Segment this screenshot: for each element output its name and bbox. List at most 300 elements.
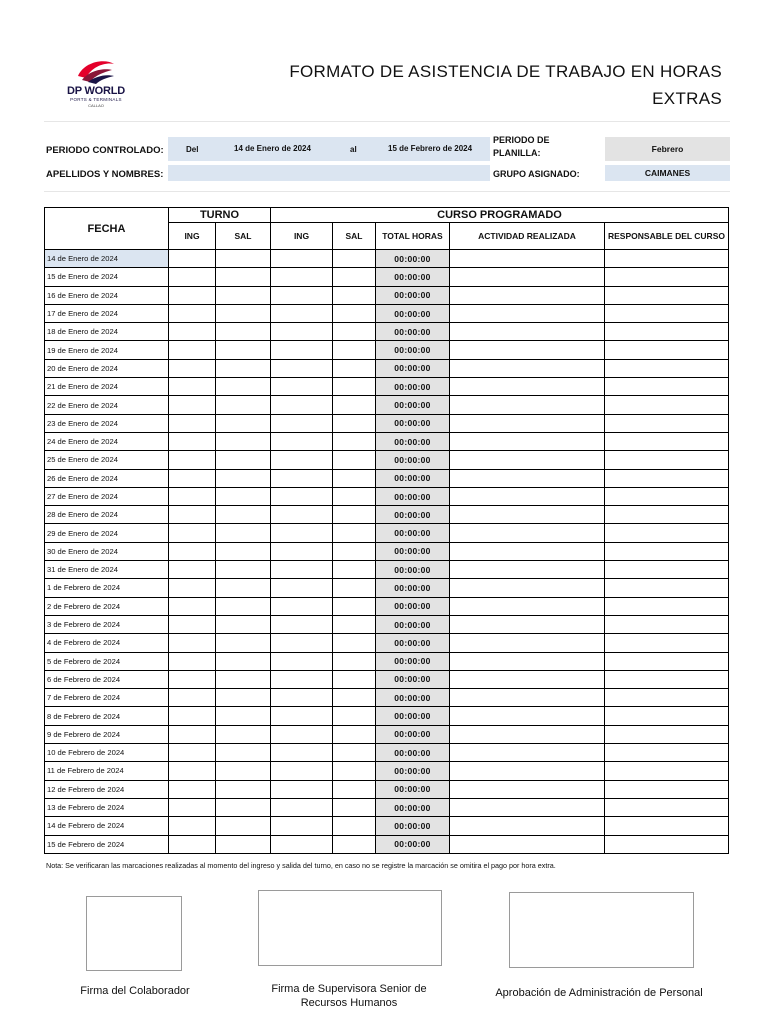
- responsable-curso-cell[interactable]: [605, 817, 729, 835]
- curso-sal-cell[interactable]: [333, 487, 376, 505]
- total-horas-cell: 00:00:00: [376, 634, 450, 652]
- turno-ing-cell[interactable]: [169, 597, 216, 615]
- turno-sal-cell[interactable]: [216, 487, 271, 505]
- responsable-curso-cell[interactable]: [605, 542, 729, 560]
- curso-ing-cell[interactable]: [271, 469, 333, 487]
- curso-ing-cell[interactable]: [271, 615, 333, 633]
- turno-ing-cell[interactable]: [169, 414, 216, 432]
- turno-sal-cell[interactable]: [216, 670, 271, 688]
- curso-sal-cell[interactable]: [333, 286, 376, 304]
- responsable-curso-cell[interactable]: [605, 835, 729, 853]
- actividad-realizada-cell[interactable]: [450, 725, 605, 743]
- turno-ing-cell[interactable]: [169, 396, 216, 414]
- turno-sal-cell[interactable]: [216, 780, 271, 798]
- turno-sal-cell[interactable]: [216, 634, 271, 652]
- responsable-curso-cell[interactable]: [605, 597, 729, 615]
- document-title: [200, 58, 722, 112]
- responsable-curso-cell[interactable]: [605, 432, 729, 450]
- al-label: al: [350, 145, 357, 154]
- curso-sal-cell[interactable]: [333, 634, 376, 652]
- turno-ing-cell[interactable]: [169, 670, 216, 688]
- responsable-curso-cell[interactable]: [605, 561, 729, 579]
- turno-sal-cell[interactable]: [216, 707, 271, 725]
- responsable-curso-cell[interactable]: [605, 250, 729, 268]
- curso-ing-cell[interactable]: [271, 378, 333, 396]
- curso-sal-cell[interactable]: [333, 323, 376, 341]
- fecha-cell: 23 de Enero de 2024: [45, 414, 169, 432]
- responsable-curso-cell[interactable]: [605, 469, 729, 487]
- apellidos-nombres-field[interactable]: [168, 165, 490, 181]
- actividad-realizada-cell[interactable]: [450, 432, 605, 450]
- fecha-cell: 31 de Enero de 2024: [45, 561, 169, 579]
- actividad-realizada-cell[interactable]: [450, 780, 605, 798]
- total-horas-cell: 00:00:00: [376, 817, 450, 835]
- curso-ing-cell[interactable]: [271, 359, 333, 377]
- turno-sal-cell[interactable]: [216, 615, 271, 633]
- curso-ing-cell[interactable]: [271, 542, 333, 560]
- turno-sal-cell[interactable]: [216, 835, 271, 853]
- curso-sal-cell[interactable]: [333, 762, 376, 780]
- responsable-curso-cell[interactable]: [605, 323, 729, 341]
- al-value: 15 de Febrero de 2024: [388, 144, 473, 153]
- total-horas-cell: 00:00:00: [376, 414, 450, 432]
- total-horas-cell: 00:00:00: [376, 561, 450, 579]
- curso-sal-cell[interactable]: [333, 835, 376, 853]
- curso-sal-cell[interactable]: [333, 304, 376, 322]
- fecha-cell: 19 de Enero de 2024: [45, 341, 169, 359]
- actividad-realizada-cell[interactable]: [450, 652, 605, 670]
- curso-ing-cell[interactable]: [271, 744, 333, 762]
- total-horas-cell: 00:00:00: [376, 615, 450, 633]
- del-label: Del: [186, 145, 199, 154]
- table-row: [45, 451, 729, 469]
- actividad-realizada-cell[interactable]: [450, 707, 605, 725]
- curso-ing-cell[interactable]: [271, 670, 333, 688]
- turno-ing-cell[interactable]: [169, 268, 216, 286]
- table-row: [45, 744, 729, 762]
- fecha-cell: 6 de Febrero de 2024: [45, 670, 169, 688]
- curso-ing-cell[interactable]: [271, 634, 333, 652]
- curso-sal-cell[interactable]: [333, 524, 376, 542]
- curso-sal-cell[interactable]: [333, 432, 376, 450]
- responsable-curso-cell[interactable]: [605, 725, 729, 743]
- turno-ing-cell[interactable]: [169, 432, 216, 450]
- turno-sal-cell[interactable]: [216, 304, 271, 322]
- total-horas-header: TOTAL HORAS: [376, 223, 450, 250]
- turno-ing-cell[interactable]: [169, 634, 216, 652]
- table-row: [45, 542, 729, 560]
- table-row: [45, 689, 729, 707]
- curso-programado-header: CURSO PROGRAMADO: [271, 208, 729, 223]
- turno-sal-cell[interactable]: [216, 432, 271, 450]
- fecha-cell: 14 de Febrero de 2024: [45, 817, 169, 835]
- curso-sal-cell[interactable]: [333, 615, 376, 633]
- turno-sal-cell[interactable]: [216, 652, 271, 670]
- total-horas-cell: 00:00:00: [376, 725, 450, 743]
- table-row: [45, 487, 729, 505]
- curso-ing-cell[interactable]: [271, 817, 333, 835]
- turno-ing-cell[interactable]: [169, 615, 216, 633]
- curso-ing-cell[interactable]: [271, 579, 333, 597]
- fecha-cell: 25 de Enero de 2024: [45, 451, 169, 469]
- fecha-cell: 7 de Febrero de 2024: [45, 689, 169, 707]
- responsable-curso-cell[interactable]: [605, 780, 729, 798]
- curso-sal-cell[interactable]: [333, 359, 376, 377]
- turno-sal-cell[interactable]: [216, 542, 271, 560]
- total-horas-cell: 00:00:00: [376, 689, 450, 707]
- curso-ing-header: ING: [271, 223, 333, 250]
- curso-sal-cell[interactable]: [333, 652, 376, 670]
- actividad-realizada-cell[interactable]: [450, 487, 605, 505]
- company-logo: [56, 56, 136, 116]
- grupo-asignado-label: GRUPO ASIGNADO:: [493, 169, 580, 179]
- curso-ing-cell[interactable]: [271, 597, 333, 615]
- curso-sal-cell[interactable]: [333, 744, 376, 762]
- table-row: [45, 506, 729, 524]
- curso-sal-cell[interactable]: [333, 451, 376, 469]
- turno-sal-cell[interactable]: [216, 469, 271, 487]
- table-row: [45, 414, 729, 432]
- total-horas-cell: 00:00:00: [376, 378, 450, 396]
- responsable-curso-cell[interactable]: [605, 579, 729, 597]
- responsable-curso-cell[interactable]: [605, 744, 729, 762]
- fecha-cell: 24 de Enero de 2024: [45, 432, 169, 450]
- turno-ing-cell[interactable]: [169, 487, 216, 505]
- fecha-cell: 21 de Enero de 2024: [45, 378, 169, 396]
- turno-ing-cell[interactable]: [169, 524, 216, 542]
- curso-ing-cell[interactable]: [271, 432, 333, 450]
- turno-sal-cell[interactable]: [216, 579, 271, 597]
- fecha-cell: 18 de Enero de 2024: [45, 323, 169, 341]
- actividad-realizada-cell[interactable]: [450, 359, 605, 377]
- signature-box-administracion[interactable]: [509, 892, 694, 968]
- actividad-realizada-cell[interactable]: [450, 506, 605, 524]
- curso-sal-cell[interactable]: [333, 689, 376, 707]
- responsable-curso-cell[interactable]: [605, 268, 729, 286]
- turno-sal-cell[interactable]: [216, 597, 271, 615]
- logo-name: DP WORLD: [66, 85, 126, 97]
- responsable-curso-cell[interactable]: [605, 359, 729, 377]
- turno-sal-cell[interactable]: [216, 414, 271, 432]
- table-row: [45, 323, 729, 341]
- actividad-realizada-cell[interactable]: [450, 304, 605, 322]
- signature-label-supervisora-line-2: Recursos Humanos: [300, 997, 398, 1006]
- turno-ing-cell[interactable]: [169, 652, 216, 670]
- curso-ing-cell[interactable]: [271, 524, 333, 542]
- table-row: [45, 469, 729, 487]
- turno-ing-cell[interactable]: [169, 323, 216, 341]
- turno-sal-cell[interactable]: [216, 524, 271, 542]
- table-row: [45, 597, 729, 615]
- fecha-cell: 14 de Enero de 2024: [45, 250, 169, 268]
- table-row: [45, 432, 729, 450]
- curso-sal-cell[interactable]: [333, 378, 376, 396]
- turno-sal-cell[interactable]: [216, 250, 271, 268]
- header-divider: [44, 191, 730, 192]
- fecha-cell: 4 de Febrero de 2024: [45, 634, 169, 652]
- turno-sal-cell[interactable]: [216, 798, 271, 816]
- actividad-realizada-cell[interactable]: [450, 689, 605, 707]
- grupo-asignado-value[interactable]: CAIMANES: [605, 165, 730, 181]
- actividad-realizada-cell[interactable]: [450, 615, 605, 633]
- table-row: [45, 634, 729, 652]
- total-horas-cell: 00:00:00: [376, 744, 450, 762]
- turno-sal-cell[interactable]: [216, 689, 271, 707]
- responsable-curso-cell[interactable]: [605, 378, 729, 396]
- curso-sal-cell[interactable]: [333, 798, 376, 816]
- actividad-realizada-cell[interactable]: [450, 561, 605, 579]
- table-row: [45, 341, 729, 359]
- turno-sal-cell[interactable]: [216, 744, 271, 762]
- actividad-realizada-cell[interactable]: [450, 670, 605, 688]
- total-horas-cell: 00:00:00: [376, 524, 450, 542]
- actividad-realizada-cell[interactable]: [450, 579, 605, 597]
- actividad-realizada-cell[interactable]: [450, 634, 605, 652]
- turno-ing-cell[interactable]: [169, 286, 216, 304]
- apellidos-nombres-label: APELLIDOS Y NOMBRES:: [46, 169, 164, 180]
- turno-sal-cell[interactable]: [216, 725, 271, 743]
- total-horas-cell: 00:00:00: [376, 762, 450, 780]
- logo-city: CALLAO: [88, 103, 104, 108]
- periodo-planilla-value[interactable]: Febrero: [605, 137, 730, 161]
- dp-world-swirl-icon: [74, 56, 118, 84]
- curso-ing-cell[interactable]: [271, 652, 333, 670]
- logo-subtitle: PORTS & TERMINALS: [70, 97, 122, 102]
- responsable-curso-cell[interactable]: [605, 798, 729, 816]
- table-row: [45, 250, 729, 268]
- turno-sal-cell[interactable]: [216, 506, 271, 524]
- total-horas-cell: 00:00:00: [376, 341, 450, 359]
- curso-sal-cell[interactable]: [333, 506, 376, 524]
- total-horas-cell: 00:00:00: [376, 286, 450, 304]
- responsable-curso-cell[interactable]: [605, 689, 729, 707]
- curso-ing-cell[interactable]: [271, 451, 333, 469]
- fecha-cell: 12 de Febrero de 2024: [45, 780, 169, 798]
- turno-ing-cell[interactable]: [169, 542, 216, 560]
- total-horas-cell: 00:00:00: [376, 323, 450, 341]
- curso-ing-cell[interactable]: [271, 268, 333, 286]
- actividad-realizada-cell[interactable]: [450, 378, 605, 396]
- curso-ing-cell[interactable]: [271, 250, 333, 268]
- turno-header: TURNO: [169, 208, 271, 223]
- curso-sal-cell[interactable]: [333, 780, 376, 798]
- turno-sal-cell[interactable]: [216, 451, 271, 469]
- turno-sal-cell[interactable]: [216, 561, 271, 579]
- turno-ing-cell[interactable]: [169, 798, 216, 816]
- curso-sal-cell[interactable]: [333, 817, 376, 835]
- fecha-cell: 2 de Febrero de 2024: [45, 597, 169, 615]
- turno-sal-cell[interactable]: [216, 341, 271, 359]
- fecha-cell: 28 de Enero de 2024: [45, 506, 169, 524]
- turno-sal-cell[interactable]: [216, 396, 271, 414]
- fecha-cell: 9 de Febrero de 2024: [45, 725, 169, 743]
- turno-ing-cell[interactable]: [169, 762, 216, 780]
- total-horas-cell: 00:00:00: [376, 597, 450, 615]
- fecha-cell: 27 de Enero de 2024: [45, 487, 169, 505]
- curso-sal-cell[interactable]: [333, 670, 376, 688]
- responsable-curso-cell[interactable]: [605, 487, 729, 505]
- curso-ing-cell[interactable]: [271, 487, 333, 505]
- periodo-controlado-field[interactable]: [168, 137, 490, 161]
- signature-label-supervisora-line-1: Firma de Supervisora Senior de: [271, 983, 427, 995]
- total-horas-cell: 00:00:00: [376, 396, 450, 414]
- table-row: [45, 835, 729, 853]
- total-horas-cell: 00:00:00: [376, 780, 450, 798]
- turno-sal-cell[interactable]: [216, 378, 271, 396]
- table-row: [45, 762, 729, 780]
- curso-sal-cell[interactable]: [333, 542, 376, 560]
- curso-sal-header: SAL: [333, 223, 376, 250]
- actividad-realizada-cell[interactable]: [450, 524, 605, 542]
- table-row: [45, 652, 729, 670]
- responsable-curso-cell[interactable]: [605, 524, 729, 542]
- curso-ing-cell[interactable]: [271, 835, 333, 853]
- turno-ing-cell[interactable]: [169, 451, 216, 469]
- curso-sal-cell[interactable]: [333, 707, 376, 725]
- signature-box-colaborador[interactable]: [86, 896, 182, 971]
- responsable-curso-cell[interactable]: [605, 506, 729, 524]
- turno-sal-cell[interactable]: [216, 817, 271, 835]
- responsable-curso-cell[interactable]: [605, 341, 729, 359]
- table-row: [45, 304, 729, 322]
- actividad-realizada-cell[interactable]: [450, 414, 605, 432]
- curso-ing-cell[interactable]: [271, 689, 333, 707]
- total-horas-cell: 00:00:00: [376, 250, 450, 268]
- actividad-realizada-cell[interactable]: [450, 817, 605, 835]
- total-horas-cell: 00:00:00: [376, 304, 450, 322]
- top-divider: [44, 121, 730, 122]
- actividad-realizada-cell[interactable]: [450, 250, 605, 268]
- table-row: [45, 615, 729, 633]
- actividad-realizada-cell[interactable]: [450, 835, 605, 853]
- title-line-2: EXTRAS: [652, 89, 722, 108]
- turno-ing-cell[interactable]: [169, 561, 216, 579]
- turno-ing-cell[interactable]: [169, 579, 216, 597]
- turno-ing-cell[interactable]: [169, 250, 216, 268]
- responsable-curso-cell[interactable]: [605, 652, 729, 670]
- table-row: [45, 524, 729, 542]
- turno-sal-cell[interactable]: [216, 268, 271, 286]
- curso-ing-cell[interactable]: [271, 414, 333, 432]
- total-horas-cell: 00:00:00: [376, 487, 450, 505]
- curso-ing-cell[interactable]: [271, 396, 333, 414]
- responsable-curso-cell[interactable]: [605, 286, 729, 304]
- actividad-realizada-cell[interactable]: [450, 323, 605, 341]
- curso-sal-cell[interactable]: [333, 469, 376, 487]
- curso-ing-cell[interactable]: [271, 725, 333, 743]
- signature-box-supervisora[interactable]: [258, 890, 442, 966]
- responsable-curso-cell[interactable]: [605, 707, 729, 725]
- curso-sal-cell[interactable]: [333, 561, 376, 579]
- curso-ing-cell[interactable]: [271, 286, 333, 304]
- fecha-cell: 22 de Enero de 2024: [45, 396, 169, 414]
- responsable-curso-cell[interactable]: [605, 414, 729, 432]
- turno-sal-cell[interactable]: [216, 286, 271, 304]
- turno-ing-cell[interactable]: [169, 378, 216, 396]
- turno-ing-cell[interactable]: [169, 506, 216, 524]
- curso-ing-cell[interactable]: [271, 506, 333, 524]
- table-row: [45, 359, 729, 377]
- total-horas-cell: 00:00:00: [376, 542, 450, 560]
- actividad-realizada-cell[interactable]: [450, 268, 605, 286]
- curso-sal-cell[interactable]: [333, 414, 376, 432]
- actividad-realizada-cell[interactable]: [450, 451, 605, 469]
- actividad-realizada-cell[interactable]: [450, 597, 605, 615]
- curso-ing-cell[interactable]: [271, 304, 333, 322]
- actividad-realizada-cell[interactable]: [450, 542, 605, 560]
- responsable-curso-cell[interactable]: [605, 396, 729, 414]
- turno-ing-cell[interactable]: [169, 780, 216, 798]
- curso-sal-cell[interactable]: [333, 396, 376, 414]
- turno-ing-cell[interactable]: [169, 341, 216, 359]
- curso-ing-cell[interactable]: [271, 561, 333, 579]
- turno-sal-cell[interactable]: [216, 762, 271, 780]
- signature-label-colaborador: Firma del Colaborador: [80, 985, 190, 997]
- turno-ing-cell[interactable]: [169, 725, 216, 743]
- turno-ing-cell[interactable]: [169, 835, 216, 853]
- responsable-curso-cell[interactable]: [605, 451, 729, 469]
- turno-ing-cell[interactable]: [169, 359, 216, 377]
- table-row: [45, 396, 729, 414]
- curso-ing-cell[interactable]: [271, 798, 333, 816]
- fecha-cell: 11 de Febrero de 2024: [45, 762, 169, 780]
- actividad-realizada-cell[interactable]: [450, 469, 605, 487]
- responsable-curso-cell[interactable]: [605, 670, 729, 688]
- responsable-curso-cell[interactable]: [605, 304, 729, 322]
- turno-ing-cell[interactable]: [169, 304, 216, 322]
- curso-ing-cell[interactable]: [271, 707, 333, 725]
- responsable-curso-cell[interactable]: [605, 762, 729, 780]
- curso-sal-cell[interactable]: [333, 268, 376, 286]
- curso-ing-cell[interactable]: [271, 780, 333, 798]
- curso-sal-cell[interactable]: [333, 725, 376, 743]
- turno-sal-cell[interactable]: [216, 323, 271, 341]
- actividad-realizada-cell[interactable]: [450, 762, 605, 780]
- fecha-cell: 8 de Febrero de 2024: [45, 707, 169, 725]
- actividad-realizada-header: ACTIVIDAD REALIZADA: [450, 223, 605, 250]
- turno-sal-cell[interactable]: [216, 359, 271, 377]
- curso-sal-cell[interactable]: [333, 579, 376, 597]
- table-row: [45, 670, 729, 688]
- curso-ing-cell[interactable]: [271, 341, 333, 359]
- actividad-realizada-cell[interactable]: [450, 798, 605, 816]
- title-line-1: FORMATO DE ASISTENCIA DE TRABAJO EN HORAS: [289, 62, 722, 81]
- turno-ing-cell[interactable]: [169, 469, 216, 487]
- turno-ing-cell[interactable]: [169, 744, 216, 762]
- signature-label-administracion: Aprobación de Administración de Personal: [495, 987, 703, 999]
- actividad-realizada-cell[interactable]: [450, 286, 605, 304]
- actividad-realizada-cell[interactable]: [450, 744, 605, 762]
- responsable-curso-cell[interactable]: [605, 615, 729, 633]
- responsable-curso-cell[interactable]: [605, 634, 729, 652]
- total-horas-cell: 00:00:00: [376, 707, 450, 725]
- turno-ing-cell[interactable]: [169, 817, 216, 835]
- curso-sal-cell[interactable]: [333, 341, 376, 359]
- actividad-realizada-cell[interactable]: [450, 341, 605, 359]
- actividad-realizada-cell[interactable]: [450, 396, 605, 414]
- total-horas-cell: 00:00:00: [376, 469, 450, 487]
- turno-ing-cell[interactable]: [169, 689, 216, 707]
- total-horas-cell: 00:00:00: [376, 268, 450, 286]
- curso-ing-cell[interactable]: [271, 323, 333, 341]
- attendance-table: [44, 207, 729, 854]
- curso-ing-cell[interactable]: [271, 762, 333, 780]
- fecha-cell: 20 de Enero de 2024: [45, 359, 169, 377]
- turno-ing-cell[interactable]: [169, 707, 216, 725]
- curso-sal-cell[interactable]: [333, 597, 376, 615]
- total-horas-cell: 00:00:00: [376, 670, 450, 688]
- curso-sal-cell[interactable]: [333, 250, 376, 268]
